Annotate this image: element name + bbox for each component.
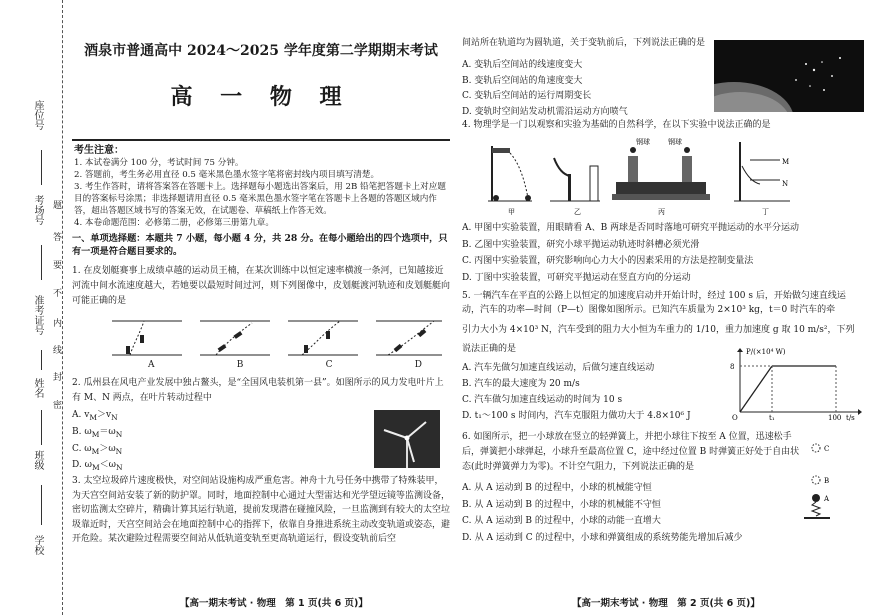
- q5-graph-xtick-t1: t₁: [769, 414, 775, 422]
- q5-graph-xtick-100: 100: [828, 414, 842, 422]
- seal-char: 不: [51, 288, 61, 303]
- q4-option-a: A. 甲图中实验装置，用眼睛看 A、B 两球是否同时落地可研究平抛运动的水平分运动: [462, 223, 800, 233]
- q6-option-b: B. 从 A 运动到 B 的过程中，小球的机械能不守恒: [462, 499, 661, 510]
- q4-option-d: D. 丁图中实验装置，可研究平抛运动在竖直方向的分运动: [462, 272, 691, 283]
- exam-room-label: 考场号: [32, 195, 43, 225]
- question-6: 6. 如图所示，把一小球放在竖立的轻弹簧上，并把小球往下按至 A 位置，迅速松手后，弹簧把小球弹起，小球升至最高位置 C，途中经过位置 B 时弹簧正好处于自由状态(此时弹簧弹力为零)。不计空气阻力，下列说法正确的是: [462, 432, 800, 472]
- q4-options: [462, 220, 862, 286]
- q4-caption-ding: 丁: [762, 208, 769, 216]
- q4-option-b: B. 乙图中实验装置，研究小球平抛运动轨迹时斜槽必须光滑: [462, 239, 700, 250]
- q1-option-labels: [130, 358, 450, 373]
- q1-label-a: A: [148, 360, 155, 370]
- question-5-part-c: 说法正确的是: [462, 344, 517, 354]
- page-2-footer: 【高一期末考试 · 物理 第 2 页(共 6 页)】: [572, 598, 760, 609]
- class-label: 班级: [32, 450, 43, 470]
- q4-figure: [482, 136, 802, 216]
- q3-options: [462, 58, 722, 120]
- q2-option-d: D. $\omega_M<\omega_N$: [72, 460, 123, 473]
- q1-label-b: B: [236, 360, 244, 370]
- school-label: 学校: [32, 535, 43, 555]
- candidate-number-line: [41, 350, 42, 370]
- q4-option-c: C. 丙图中实验装置，研究影响向心力大小的因素采用的方法是控制变量法: [462, 256, 754, 266]
- seat-number-label: 座位号: [32, 100, 43, 130]
- q6-spring-figure: [802, 438, 852, 522]
- wind-turbine-photo: [374, 410, 440, 468]
- q4-steel-ball-label: 钢球: [668, 138, 682, 146]
- question-3: 3. 太空垃圾碎片速度极快，对空间站设施构成严重危害。神舟十九号任务中携带了特殊装甲，为天宫空间站安装了新的防护罩。同时，地面控制中心通过大型雷达和光学望远镜等监测设备，密切监测太空碎片，精确计算其运行轨道，提前发现潜在碰撞风险，一旦监测到有较大的太空垃圾靠近时，天宫空间站会在地面控制中心的指挥下，依靠自身推进系统主动改变轨道或姿态，避开危险。某次避险过程需要空间站从低轨道变轨至更高轨道运行，假设变轨前后空: [72, 476, 451, 545]
- q5-graph-ytick: 8: [730, 363, 735, 371]
- q6-option-c: C. 从 A 运动到 B 的过程中，小球的动能一直增大: [462, 516, 661, 526]
- q4-steel-ball-label: 钢球: [636, 138, 650, 146]
- seal-char: 内: [51, 318, 61, 333]
- seat-number-line: [41, 150, 42, 185]
- q5-graph-xlabel: t/s: [846, 414, 855, 422]
- q5-power-time-graph: [726, 346, 864, 422]
- notice-item: 3. 考生作答时，请将答案答在答题卡上。选择题每小题选出答案后，用 2B 铅笔把答题卡上对应题目的答案标号涂黑；非选择题请用直径 0.5 毫米黑色墨水签字笔在答题卡上各题的答题区域内作答，超出答题区域书写的答案无效，在试题卷、草稿纸上作答无效。: [74, 182, 446, 216]
- q1-option-d-diagram: [376, 321, 442, 355]
- q2-option-c: C. $\omega_M>\omega_N$: [72, 443, 123, 456]
- question-5-part-a: 5. 一辆汽车在平直的公路上以恒定的加速度启动并开始计时，经过 100 s 后，开始做匀速直线运动，汽车的功率—时间（P—t）图像如图所示。已知汽车质量为 2×10³ kg，t＝0 时汽车的牵: [462, 291, 846, 315]
- notice-item: 2. 答题前，考生务必用直径 0.5 毫米黑色墨水签字笔将密封线内项目填写清楚。: [74, 170, 380, 180]
- exam-room-line: [41, 245, 42, 280]
- seal-char: 要: [51, 260, 61, 275]
- seal-char: 线: [51, 345, 61, 360]
- notice-box: [74, 145, 450, 229]
- candidate-number-label: 准考证号: [32, 295, 43, 335]
- q1-option-c-diagram: [288, 321, 358, 355]
- q3-option-b: B. 变轨后空间站的角速度变大: [462, 75, 583, 86]
- q6-label-b: B: [824, 477, 830, 485]
- q5-graph-origin: O: [732, 414, 738, 422]
- q1-option-b-diagram: [200, 321, 270, 355]
- q6-label-c: C: [824, 445, 830, 453]
- q1-label-c: C: [325, 360, 333, 370]
- q4-caption-bing: 丙: [658, 208, 665, 216]
- binding-margin: [0, 0, 63, 615]
- q6-options: [462, 480, 782, 546]
- q6-option-d: D. 从 A 运动到 C 的过程中，小球和弹簧组成的系统势能先增加后减少: [462, 532, 743, 543]
- question-4: 4. 物理学是一门以观察和实验为基础的自然科学，在以下实验中说法正确的是: [462, 120, 771, 130]
- q4-caption-yi: 乙: [574, 208, 581, 216]
- q1-option-a-diagram: [112, 321, 182, 355]
- title-divider: [72, 139, 450, 141]
- q4-apparatus-bing: [612, 137, 710, 200]
- q1-label-d: D: [414, 360, 422, 370]
- notice-item: 4. 本卷命题范围：必修第二册，必修第三册第九章。: [74, 218, 274, 228]
- seal-char: 题: [51, 200, 61, 215]
- page-1-footer: 【高一期末考试 · 物理 第 1 页(共 6 页)】: [180, 598, 368, 609]
- seal-char: 答: [51, 232, 61, 247]
- notice-title: 考生注意：: [74, 145, 124, 156]
- q5-option-d: D. t₁～100 s 时间内，汽车克服阻力做功大于 4.8×10⁶ J: [462, 411, 691, 421]
- q3-option-a: A. 变轨后空间站的线速度变大: [462, 60, 583, 70]
- q5-option-b: B. 汽车的最大速度为 20 m/s: [462, 379, 580, 389]
- q3-option-d: D. 变轨时空间站发动机需沿运动方向喷气: [462, 106, 628, 117]
- q6-option-a: A. 从 A 运动到 B 的过程中，小球的机械能守恒: [462, 483, 652, 493]
- q3-continued: 间站所在轨道均为圆轨道，关于变轨前后，下列说法正确的是: [462, 38, 706, 48]
- name-label: 姓名: [32, 378, 43, 398]
- q4-apparatus-jia: [488, 146, 532, 201]
- q4-caption-jia: 甲: [508, 208, 515, 216]
- name-line: [41, 410, 42, 445]
- q4-apparatus-ding: [734, 142, 790, 201]
- question-1: 1. 在皮划艇赛事上成绩卓越的运动员王楠，在某次训练中以恒定速率横渡一条河，已知越接近河流中间水流速度越大，若她要以最短时间过河，则下列图像中，皮划艇渡河轨迹和皮划艇艇向可能正确的是: [72, 266, 451, 306]
- q2-option-b: B. $\omega_M=\omega_N$: [72, 426, 123, 439]
- seal-char: 封: [51, 372, 61, 387]
- subject-title: 高 一 物 理: [170, 84, 352, 110]
- space-station-photo: [714, 40, 864, 112]
- q3-option-c: C. 变轨后空间站的运行周期变长: [462, 91, 592, 101]
- notice-item: 1. 本试卷满分 100 分，考试时间 75 分钟。: [74, 158, 244, 168]
- question-5-part-b: 引力大小为 4×10³ N，汽车受到的阻力大小恒为车重力的 1/10，重力加速度 g 取 10 m/s²，下列: [462, 325, 855, 335]
- q2-option-a: A. $v_M>v_N$: [72, 410, 118, 422]
- q5-option-c: C. 汽车做匀加速直线运动的时间为 10 s: [462, 395, 623, 405]
- question-2: 2. 瓜州县在风电产业发展中独占鳌头，是“全国风电装机第一县”。如图所示的风力发电叶片上有 M、N 两点，在叶片转动过程中: [72, 378, 444, 403]
- q4-apparatus-yi: [550, 158, 600, 201]
- seal-char: 密: [51, 400, 61, 415]
- q4-point-m: M: [782, 158, 790, 166]
- exam-title: 酒泉市普通高中 2024～2025 学年度第二学期期末考试: [84, 43, 438, 59]
- page-2: [462, 0, 870, 615]
- q4-point-n: N: [782, 180, 789, 188]
- section-1-heading: 一、单项选择题：本题共 7 小题，每小题 4 分，共 28 分。在每小题给出的四个选项中，只有一项是符合题目要求的。: [72, 233, 448, 257]
- q5-options: [462, 360, 722, 424]
- q5-option-a: A. 汽车先做匀加速直线运动，后做匀速直线运动: [462, 363, 655, 373]
- class-line: [41, 485, 42, 525]
- q5-graph-ylabel: P/(×10⁴ W): [746, 348, 786, 356]
- q2-options: [72, 408, 312, 475]
- q6-label-a: A: [824, 495, 830, 503]
